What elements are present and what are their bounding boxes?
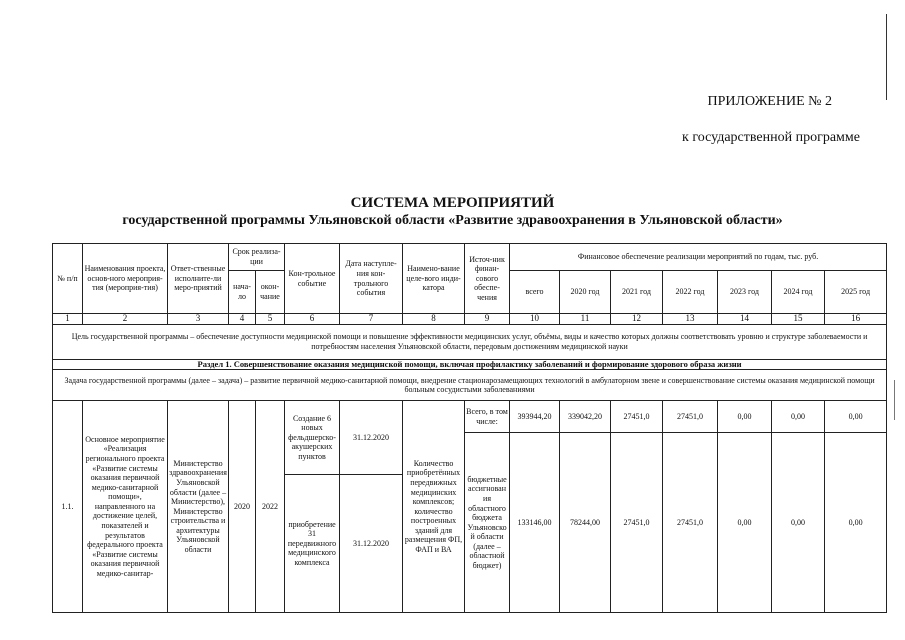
column-number: 14 [718, 314, 772, 325]
header-name: Наименования проекта, основ-ного мероприя-тия (мероприя-тия) [83, 244, 168, 314]
amount-total: 133146,00 [510, 433, 560, 613]
column-number: 10 [510, 314, 560, 325]
scan-edge-mark [894, 380, 895, 420]
funding-source: Всего, в том числе: [465, 401, 510, 433]
amount-2025: 0,00 [825, 433, 887, 613]
goal-row [53, 324, 887, 359]
header-responsible: Ответ-ственные исполните-ли меро-приятий [168, 244, 229, 314]
header-year: 2020 год [560, 271, 611, 314]
control-event: приобретение 31 передвижного медицинского комплекса [285, 475, 340, 613]
row-number: 1.1. [53, 401, 83, 613]
column-number: 9 [465, 314, 510, 325]
column-number: 2 [83, 314, 168, 325]
program-goal: Цель государственной программы – обеспечение доступности медицинской помощи и повышение эффективности медицинских услуг, объёмы, виды и качество которых должны соответствовать уровню и структуре заболеваемости и потребностям населения Ульяновской области, передовым достижениям медицинской науки [53, 324, 887, 359]
amount-2022: 27451,0 [663, 401, 718, 433]
amount-2024: 0,00 [772, 433, 825, 613]
column-number: 8 [403, 314, 465, 325]
header-row-1 [53, 244, 887, 271]
control-event-date: 31.12.2020 [340, 401, 403, 475]
amount-2025: 0,00 [825, 401, 887, 433]
header-year: 2022 год [663, 271, 718, 314]
column-number: 16 [825, 314, 887, 325]
column-number: 5 [256, 314, 285, 325]
column-number: 11 [560, 314, 611, 325]
header-finance: Финансовое обеспечение реализации мероприятий по годам, тыс. руб. [510, 244, 887, 271]
amount-2022: 27451,0 [663, 433, 718, 613]
appendix-subheading: к государственной программе [682, 130, 860, 145]
header-period: Срок реализа-ции [229, 244, 285, 271]
start-year: 2020 [229, 401, 256, 613]
activities-table [52, 243, 887, 613]
activity-name: Основное мероприятие «Реализация регионального проекта «Развитие системы оказания первичной медико-санитарной помощи», направленного на достижение целей, показателей и результатов федерального проекта «Развитие системы оказания первичной медико-санитар- [83, 401, 168, 613]
column-number: 6 [285, 314, 340, 325]
amount-2023: 0,00 [718, 433, 772, 613]
header-num: № п/п [53, 244, 83, 314]
header-end: окон-чание [256, 271, 285, 314]
header-event-date: Дата наступле-ния кон-трольного события [340, 244, 403, 314]
amount-2020: 78244,00 [560, 433, 611, 613]
header-event: Кон-трольное событие [285, 244, 340, 314]
header-source: Источ-ник финан-сового обеспе-чения [465, 244, 510, 314]
document-subtitle: государственной программы Ульяновской области «Развитие здравоохранения в Ульяновской области» [122, 213, 783, 228]
column-number: 13 [663, 314, 718, 325]
column-number: 7 [340, 314, 403, 325]
end-year: 2022 [256, 401, 285, 613]
column-number: 4 [229, 314, 256, 325]
section-row [53, 359, 887, 370]
table-row [53, 401, 887, 433]
header-target: Наимено-вание целе-вого инди-катора [403, 244, 465, 314]
section-heading: Раздел 1. Совершенствование оказания медицинской помощи, включая профилактику заболеваний и формирование здорового образа жизни [53, 359, 887, 370]
funding-source: бюджетные ассигнования областного бюджета Ульяновской области (далее – областной бюджет) [465, 433, 510, 613]
task-row [53, 370, 887, 401]
scan-edge-mark [886, 14, 887, 100]
target-indicator: Количество приобретённых передвижных медицинских комплексов; количество построенных зданий для размещения ФП, ФАП и ВА [403, 401, 465, 613]
column-number: 1 [53, 314, 83, 325]
amount-2021: 27451,0 [611, 401, 663, 433]
column-number: 12 [611, 314, 663, 325]
column-number: 3 [168, 314, 229, 325]
header-start: нача-ло [229, 271, 256, 314]
responsible: Министерство здравоохранения Ульяновской области (далее – Министерство), Министерство строительства и архитектуры Ульяновской области [168, 401, 229, 613]
column-number: 15 [772, 314, 825, 325]
header-year: 2021 год [611, 271, 663, 314]
control-event: Создание 6 новых фельдшерско-акушерских пунктов [285, 401, 340, 475]
control-event-date: 31.12.2020 [340, 475, 403, 613]
amount-2024: 0,00 [772, 401, 825, 433]
header-year: 2024 год [772, 271, 825, 314]
amount-total: 393944,20 [510, 401, 560, 433]
header-year: 2023 год [718, 271, 772, 314]
header-year: 2025 год [825, 271, 887, 314]
amount-2023: 0,00 [718, 401, 772, 433]
appendix-heading: ПРИЛОЖЕНИЕ № 2 [707, 94, 832, 109]
header-total: всего [510, 271, 560, 314]
program-task: Задача государственной программы (далее – задача) – развитие первичной медико-санитарной помощи, внедрение стационарозамещающих технологий в амбулаторном звене и совершенствование системы оказания медицинской помощи больным сосудистыми заболеваниями [53, 370, 887, 401]
column-number-row [53, 314, 887, 325]
amount-2021: 27451,0 [611, 433, 663, 613]
document-title: СИСТЕМА МЕРОПРИЯТИЙ [350, 195, 555, 211]
amount-2020: 339042,20 [560, 401, 611, 433]
